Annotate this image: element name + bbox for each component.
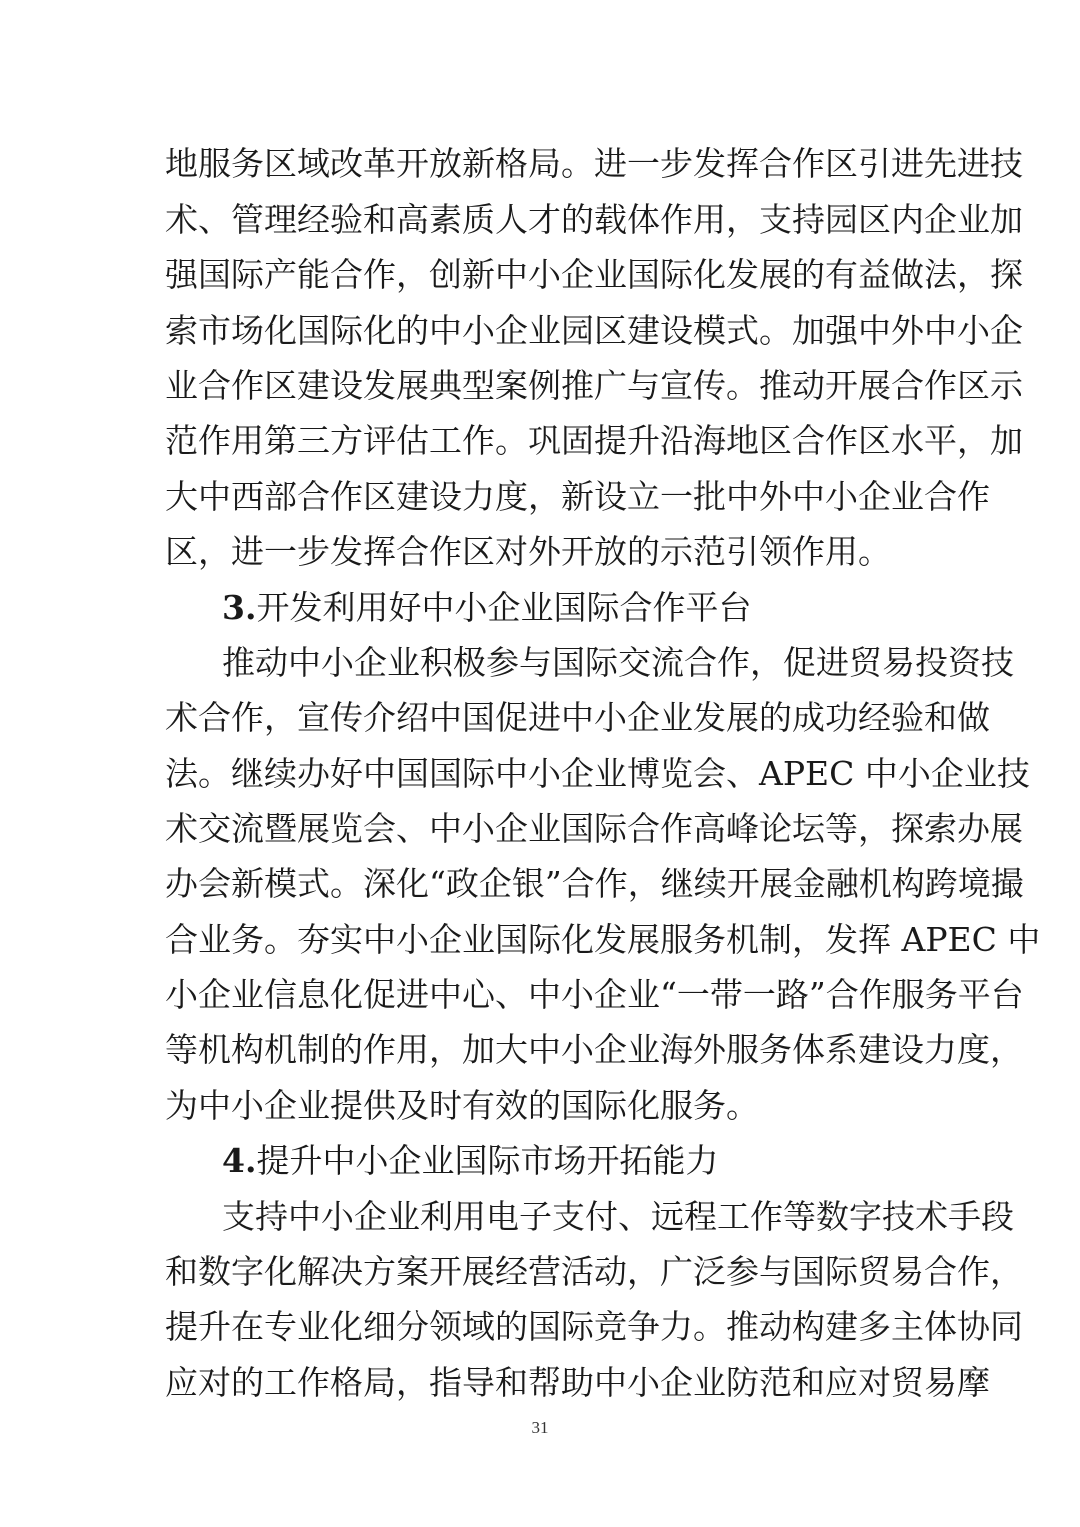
paragraph-line: 法。继续办好中国国际中小企业博览会、APEC 中小企业技 xyxy=(165,754,1030,793)
paragraph-line: 和数字化解决方案开展经营活动，广泛参与国际贸易合作， xyxy=(165,1252,1023,1291)
paragraph-line: 推动中小企业积极参与国际交流合作，促进贸易投资技 xyxy=(222,643,1014,682)
paragraph-line: 办会新模式。深化“政企银”合作，继续开展金融机构跨境撮 xyxy=(165,864,1024,903)
paragraph-line: 业合作区建设发展典型案例推广与宣传。推动开展合作区示 xyxy=(165,366,1023,405)
paragraph-line: 强国际产能合作，创新中小企业国际化发展的有益做法，探 xyxy=(165,255,1023,294)
paragraph-line: 等机构机制的作用，加大中小企业海外服务体系建设力度， xyxy=(165,1030,1023,1069)
paragraph-line: 合业务。夯实中小企业国际化发展服务机制，发挥 APEC 中 xyxy=(165,920,1041,959)
section-heading-4 xyxy=(222,1141,718,1181)
paragraph-line: 为中小企业提供及时有效的国际化服务。 xyxy=(165,1086,759,1125)
paragraph-line: 索市场化国际化的中小企业园区建设模式。加强中外中小企 xyxy=(165,311,1023,350)
section-number: 4. xyxy=(222,1141,257,1180)
paragraph-line: 术交流暨展览会、中小企业国际合作高峰论坛等，探索办展 xyxy=(165,809,1023,848)
section-title: 开发利用好中小企业国际合作平台 xyxy=(256,588,752,627)
section-heading-3 xyxy=(222,588,751,628)
section-title: 提升中小企业国际市场开拓能力 xyxy=(256,1141,719,1180)
paragraph-line: 大中西部合作区建设力度，新设立一批中外中小企业合作 xyxy=(165,477,990,516)
paragraph-line: 范作用第三方评估工作。巩固提升沿海地区合作区水平，加 xyxy=(165,421,1023,460)
paragraph-line: 术、管理经验和高素质人才的载体作用，支持园区内企业加 xyxy=(165,200,1023,239)
paragraph-line: 应对的工作格局，指导和帮助中小企业防范和应对贸易摩 xyxy=(165,1363,990,1402)
paragraph-line: 术合作，宣传介绍中国促进中小企业发展的成功经验和做 xyxy=(165,698,990,737)
page-number: 31 xyxy=(531,1418,549,1437)
paragraph-line: 区，进一步发挥合作区对外开放的示范引领作用。 xyxy=(165,532,891,571)
section-number: 3. xyxy=(222,588,257,627)
paragraph-line: 提升在专业化细分领域的国际竞争力。推动构建多主体协同 xyxy=(165,1307,1023,1346)
paragraph-line: 小企业信息化促进中心、中小企业“一带一路”合作服务平台 xyxy=(165,975,1024,1014)
paragraph-line: 支持中小企业利用电子支付、远程工作等数字技术手段 xyxy=(222,1197,1014,1236)
paragraph-line: 地服务区域改革开放新格局。进一步发挥合作区引进先进技 xyxy=(165,144,1023,183)
